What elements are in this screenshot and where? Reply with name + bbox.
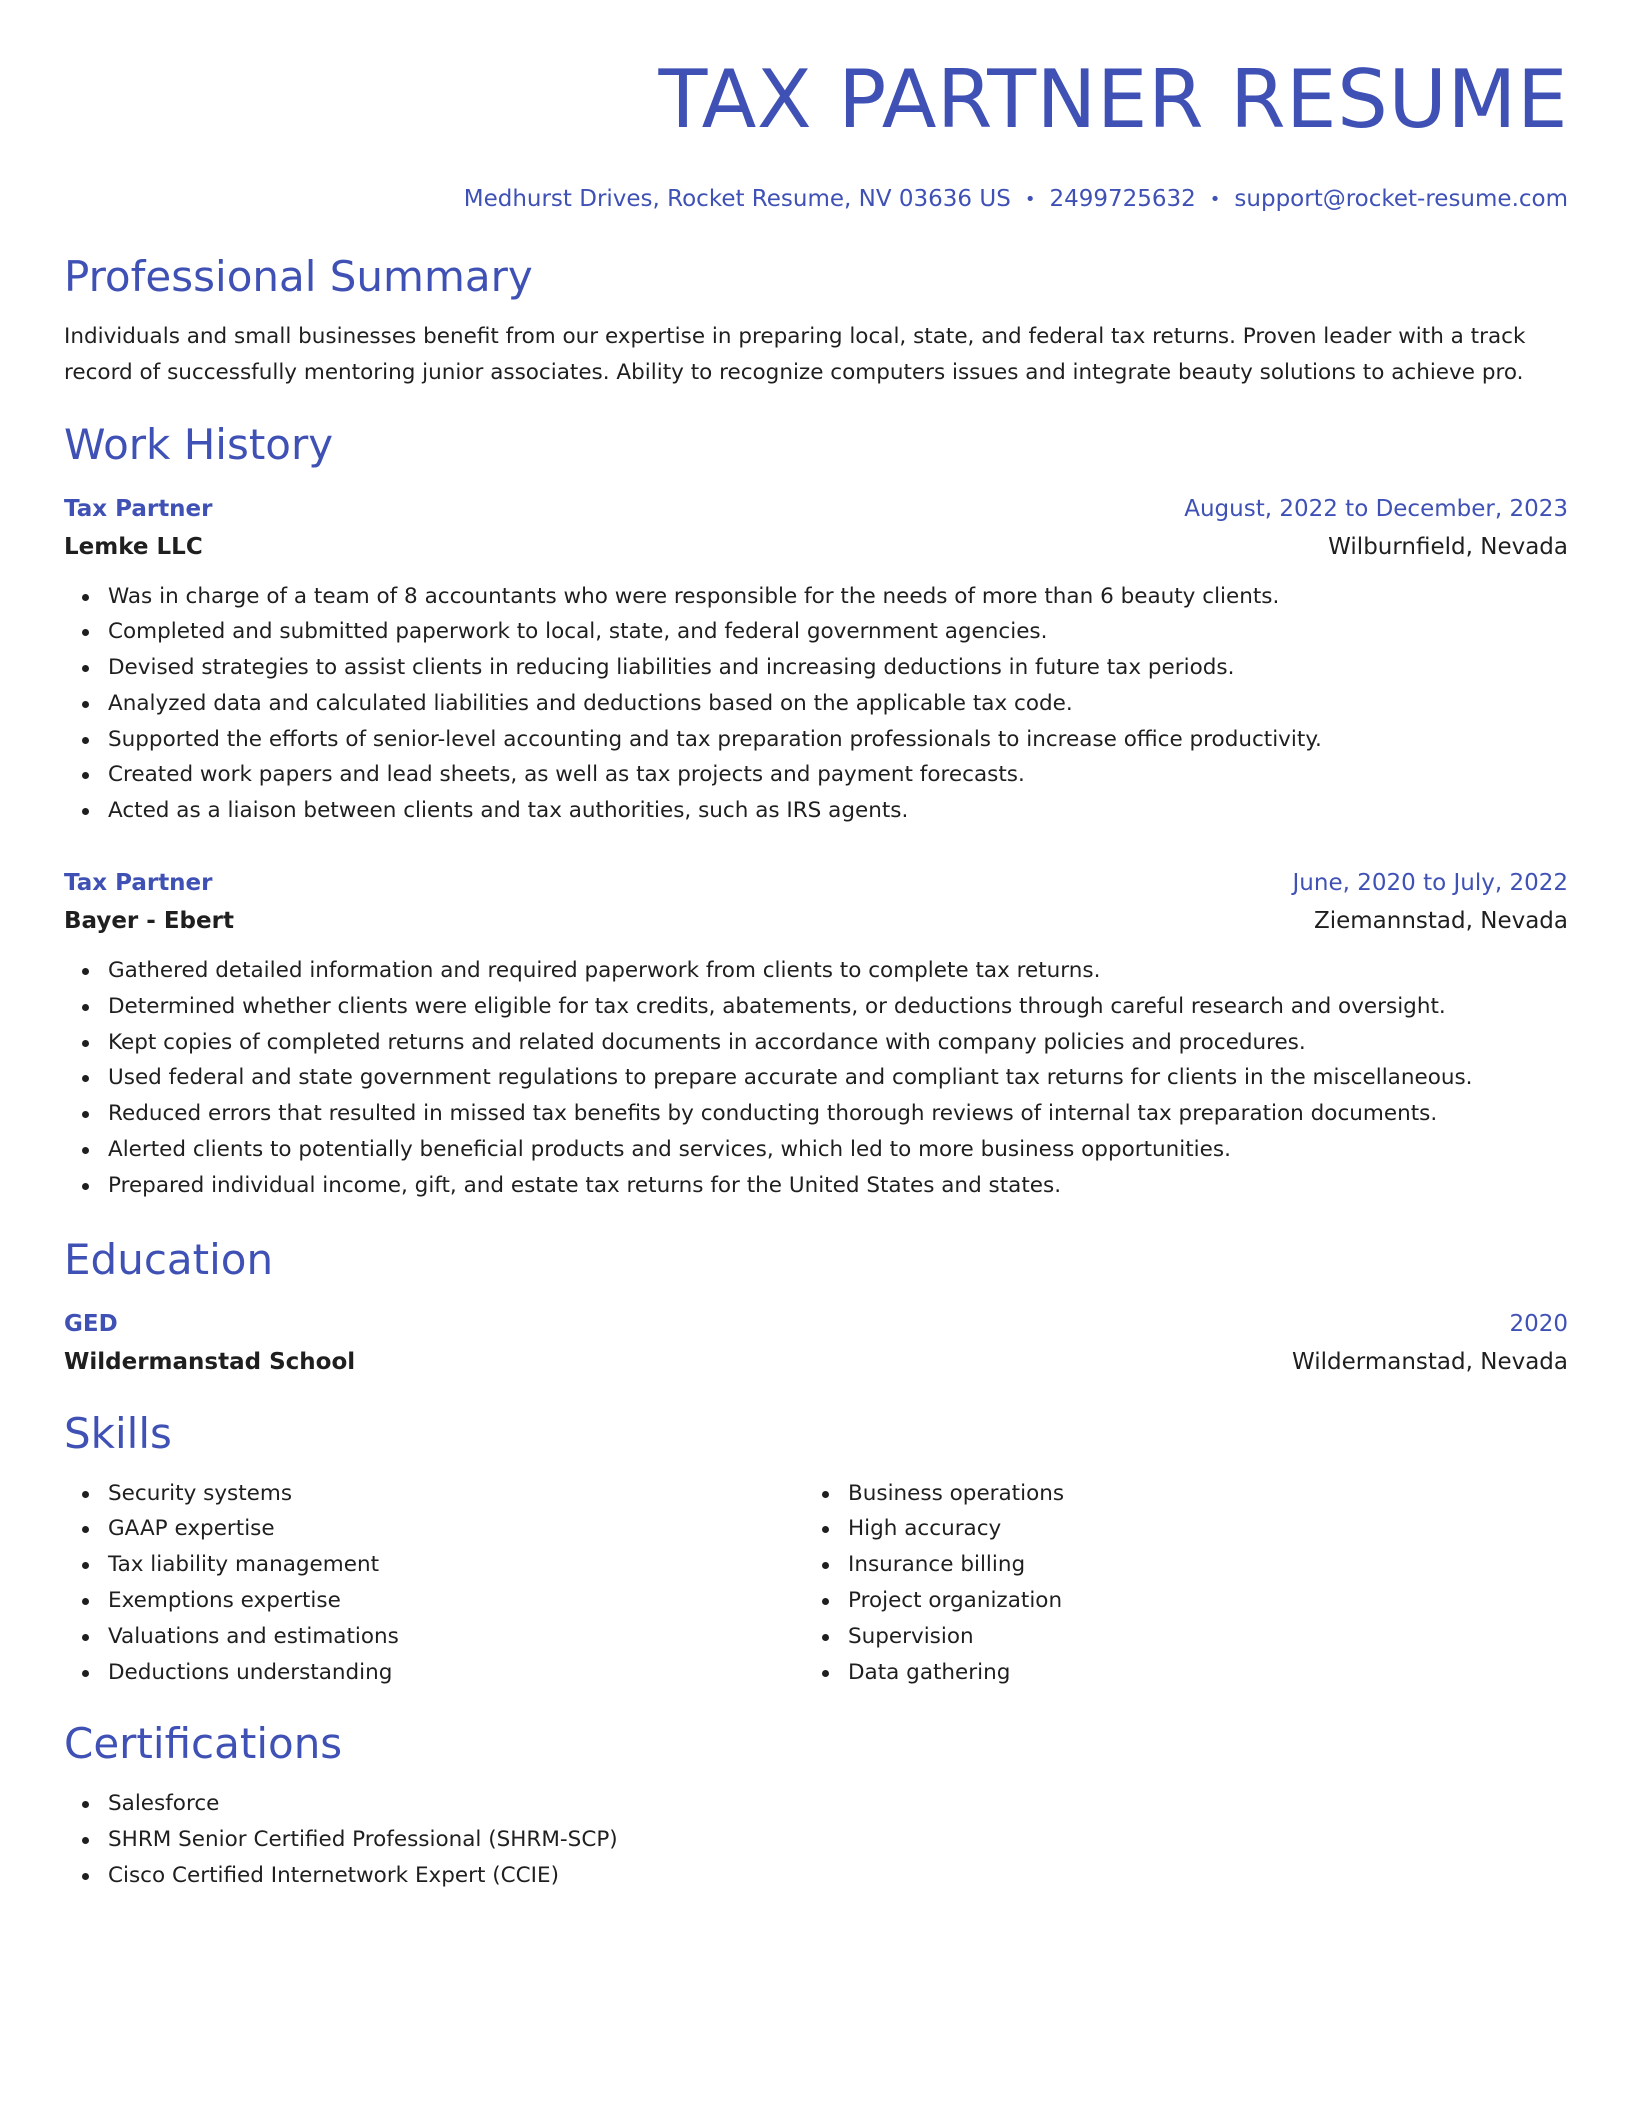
job-title-row bbox=[64, 867, 1568, 899]
education-year: 2020 bbox=[1509, 1310, 1568, 1337]
contact-separator: • bbox=[1209, 188, 1221, 210]
job-company-row bbox=[64, 531, 1568, 563]
list-item: Deductions understanding bbox=[108, 1655, 804, 1691]
job-entry bbox=[64, 493, 1568, 830]
list-item: Kept copies of completed returns and related documents in accordance with company policies and procedures. bbox=[108, 1025, 1568, 1061]
job-location: Wilburnfield, Nevada bbox=[1328, 533, 1568, 560]
education-degree: GED bbox=[64, 1310, 118, 1337]
list-item: Data gathering bbox=[848, 1655, 1544, 1691]
list-item: Insurance billing bbox=[848, 1547, 1544, 1583]
list-item: Was in charge of a team of 8 accountants who were responsible for the needs of more than 6 beauty clients. bbox=[108, 579, 1568, 615]
job-dates: August, 2022 to December, 2023 bbox=[1184, 495, 1568, 522]
list-item: Security systems bbox=[108, 1476, 804, 1512]
work-history-heading: Work History bbox=[64, 419, 334, 469]
list-item: Reduced errors that resulted in missed tax benefits by conducting thorough reviews of internal tax preparation documents. bbox=[108, 1096, 1568, 1132]
list-item: Acted as a liaison between clients and tax authorities, such as IRS agents. bbox=[108, 793, 1568, 829]
education-degree-row bbox=[64, 1308, 1568, 1340]
job-location: Ziemannstad, Nevada bbox=[1313, 908, 1568, 935]
list-item: SHRM Senior Certified Professional (SHRM-SCP) bbox=[108, 1822, 1568, 1858]
job-duties-list bbox=[64, 579, 1568, 830]
certifications-list bbox=[64, 1786, 1568, 1893]
education-location: Wildermanstad, Nevada bbox=[1292, 1348, 1568, 1375]
contact-address: Medhurst Drives, Rocket Resume, NV 03636 US bbox=[463, 186, 1011, 212]
skills-list bbox=[804, 1476, 1544, 1691]
job-role: Tax Partner bbox=[64, 870, 213, 897]
job-company: Bayer - Ebert bbox=[64, 908, 234, 935]
job-company-row bbox=[64, 905, 1568, 937]
job-duties-list bbox=[64, 953, 1568, 1204]
list-item: Used federal and state government regulations to prepare accurate and compliant tax returns for clients in the miscellaneous. bbox=[108, 1060, 1568, 1096]
list-item: Supported the efforts of senior-level accounting and tax preparation professionals to increase office productivity. bbox=[108, 722, 1568, 758]
contact-email[interactable]: support@rocket-resume.com bbox=[1234, 186, 1568, 212]
summary-heading: Professional Summary bbox=[64, 251, 533, 301]
list-item: Created work papers and lead sheets, as well as tax projects and payment forecasts. bbox=[108, 757, 1568, 793]
list-item: Devised strategies to assist clients in reducing liabilities and increasing deductions in future tax periods. bbox=[108, 650, 1568, 686]
contact-phone: 2499725632 bbox=[1049, 186, 1196, 212]
skills-column-right bbox=[804, 1476, 1544, 1691]
skills-grid bbox=[64, 1476, 1568, 1691]
education-school-row bbox=[64, 1346, 1568, 1378]
contact-line bbox=[64, 184, 1568, 215]
list-item: Cisco Certified Internetwork Expert (CCIE) bbox=[108, 1858, 1568, 1894]
job-company: Lemke LLC bbox=[64, 533, 203, 560]
list-item: Tax liability management bbox=[108, 1547, 804, 1583]
certifications-heading: Certifications bbox=[64, 1719, 343, 1769]
job-role: Tax Partner bbox=[64, 495, 213, 522]
list-item: Completed and submitted paperwork to local, state, and federal government agencies. bbox=[108, 614, 1568, 650]
summary-text: Individuals and small businesses benefit from our expertise in preparing local, state, and federal tax returns. Proven leader with a track record of successfully mentoring junior associates. Ability to recognize computers issues and integrate beauty solutions to achieve pro. bbox=[64, 323, 1526, 385]
list-item: Supervision bbox=[848, 1619, 1544, 1655]
list-item: High accuracy bbox=[848, 1511, 1544, 1547]
list-item: Salesforce bbox=[108, 1786, 1568, 1822]
skills-heading: Skills bbox=[64, 1408, 172, 1458]
job-title-row bbox=[64, 493, 1568, 525]
list-item: GAAP expertise bbox=[108, 1511, 804, 1547]
education-heading: Education bbox=[64, 1234, 274, 1284]
education-entry bbox=[64, 1308, 1568, 1378]
list-item: Analyzed data and calculated liabilities and deductions based on the applicable tax code. bbox=[108, 686, 1568, 722]
resume-title: TAX PARTNER RESUME bbox=[658, 53, 1568, 146]
list-item: Alerted clients to potentially beneficial products and services, which led to more business opportunities. bbox=[108, 1132, 1568, 1168]
list-item: Determined whether clients were eligible for tax credits, abatements, or deductions through careful research and oversight. bbox=[108, 989, 1568, 1025]
list-item: Prepared individual income, gift, and estate tax returns for the United States and states. bbox=[108, 1168, 1568, 1204]
list-item: Business operations bbox=[848, 1476, 1544, 1512]
contact-separator: • bbox=[1024, 188, 1036, 210]
skills-column-left bbox=[64, 1476, 804, 1691]
list-item: Valuations and estimations bbox=[108, 1619, 804, 1655]
list-item: Gathered detailed information and required paperwork from clients to complete tax returns. bbox=[108, 953, 1568, 989]
list-item: Exemptions expertise bbox=[108, 1583, 804, 1619]
skills-list bbox=[64, 1476, 804, 1691]
job-dates: June, 2020 to July, 2022 bbox=[1292, 870, 1568, 897]
list-item: Project organization bbox=[848, 1583, 1544, 1619]
education-school: Wildermanstad School bbox=[64, 1348, 356, 1375]
job-entry bbox=[64, 867, 1568, 1204]
